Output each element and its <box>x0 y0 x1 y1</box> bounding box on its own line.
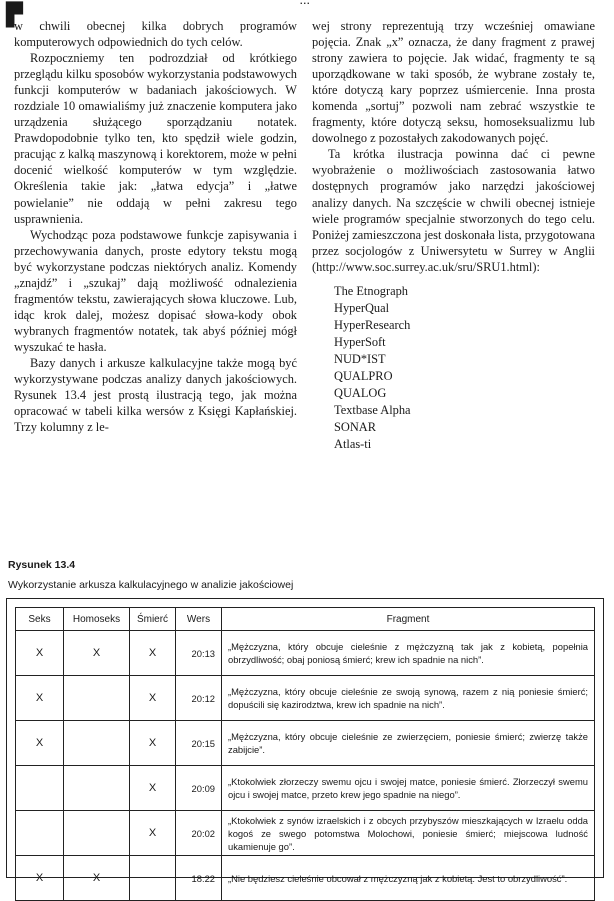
table-header-row <box>16 608 595 631</box>
cell-fragment: „Nie będziesz cieleśnie obcował z mężczyzną jak z kobietą. Jest to obrzydliwość”. <box>222 856 595 901</box>
table-row <box>16 766 595 811</box>
cell-homoseks <box>64 811 130 856</box>
right-column <box>312 18 595 453</box>
cell-seks: X <box>16 721 64 766</box>
cell-homoseks: X <box>64 631 130 676</box>
software-item: Textbase Alpha <box>334 402 411 417</box>
column-header-homoseks: Homoseks <box>64 608 130 631</box>
table-row <box>16 721 595 766</box>
cell-smierc: X <box>130 721 176 766</box>
cell-seks: X <box>16 856 64 901</box>
figure-frame <box>6 598 604 884</box>
software-item: NUD*IST <box>334 351 386 366</box>
software-item: QUALPRO <box>334 368 393 383</box>
cell-wers: 20:12 <box>176 676 222 721</box>
cell-seks <box>16 811 64 856</box>
software-list <box>334 283 595 453</box>
software-item: HyperSoft <box>334 334 386 349</box>
cell-fragment: „Ktokolwiek złorzeczy swemu ojcu i swojej matce, poniesie śmierć. Złorzeczył swemu ojcu i swojej matce, przeto krew jego spadnie na niego”. <box>222 766 595 811</box>
column-header-smierc: Śmierć <box>130 608 176 631</box>
cell-smierc <box>130 856 176 901</box>
figure-caption: Wykorzystanie arkusza kalkulacyjnego w analizie jakościowej <box>8 579 294 591</box>
column-header-wers: Wers <box>176 608 222 631</box>
software-item: HyperResearch <box>334 317 411 332</box>
cell-homoseks <box>64 766 130 811</box>
column-header-fragment: Fragment <box>222 608 595 631</box>
table-row <box>16 856 595 901</box>
cell-fragment: „Ktokolwiek z synów izraelskich i z obcych przybyszów mieszkających w Izraelu odda kogoś ze swego potomstwa Molochowi, poniesie śmierć; miejscowa ludność ukamienuje go”. <box>222 811 595 856</box>
paragraph: Bazy danych i arkusze kalkulacyjne także mogą być wykorzystywane podczas analizy danych jakościowych. Rysunek 13.4 jest prostą ilustracją tego, jak można opracować w tabeli kilka wersów z Księgi Kapłańskiej. Trzy kolumny z le- <box>14 355 297 435</box>
cell-fragment: „Mężczyzna, który obcuje cieleśnie ze swoją synową, razem z nią poniesie śmierć; dopuścili się kazirodztwa, krew ich spadnie na nich”. <box>222 676 595 721</box>
cell-wers: 18:22 <box>176 856 222 901</box>
cell-smierc: X <box>130 811 176 856</box>
cell-wers: 20:15 <box>176 721 222 766</box>
cell-smierc: X <box>130 676 176 721</box>
cell-fragment: „Mężczyzna, który obcuje cieleśnie ze zwierzęciem, poniesie śmierć; zwierzę także zabijcie”. <box>222 721 595 766</box>
cell-wers: 20:02 <box>176 811 222 856</box>
software-item: QUALOG <box>334 385 387 400</box>
cell-seks: X <box>16 676 64 721</box>
table-row <box>16 811 595 856</box>
paragraph: wej strony reprezentują trzy wcześniej omawiane pojęcia. Znak „x” oznacza, że dany fragment z prawej strony zawiera to pojęcie. Jak widać, fragmenty te są uporządkowane w taki sposób, że wybrane zostały te, które dotyczą kary poprzez uśmiercenie. Inna prosta komenda „sortuj” pozwoli nam zebrać wszystkie te fragmenty, które dotyczą seksu, homoseksualizmu lub dowolnego z pozostałych zakodowanych pojęć. <box>312 19 595 146</box>
cell-homoseks: X <box>64 856 130 901</box>
cell-wers: 20:13 <box>176 631 222 676</box>
paragraph: Rozpoczniemy ten podrozdział od krótkiego przeglądu kilku sposobów wykorzystania podstawowych funkcji komputerów w badaniach jakościowych. W rozdziale 10 omawialiśmy już znaczenie komputera jako urządzenia służącego sporządzaniu notatek. Prawdopodobnie tylko ten, kto spędził wiele godzin, pracując z kalką maszynową i korektorem, może w pełni docenić wielkość komputerów w tym względzie. Określenia takie jak: „łatwa edycja” i „łatwe powielanie” nie oddają w pełni zakresu tego usprawnienia. <box>14 51 297 226</box>
software-item: SONAR <box>334 419 376 434</box>
paragraph: w chwili obecnej kilka dobrych programów komputerowych odpowiednich do tych celów. <box>14 19 297 50</box>
paragraph: Ta krótka ilustracja powinna dać ci pewne wyobrażenie o możliwościach zastosowania łatwo dostępnych programów jako narzędzi jakościowej analizy danych. Na szczęście w chwili obecnej istnieje wiele programów specjalnie stworzonych do tego celu. Poniżej zamieszczona jest doskonała lista, przygotowana przez socjologów z Uniwersytetu w Surrey w Anglii (http://www.soc.surrey.ac.uk/sru/SRU1.html): <box>312 147 595 274</box>
software-item: HyperQual <box>334 300 390 315</box>
cell-smierc: X <box>130 631 176 676</box>
cell-seks: X <box>16 631 64 676</box>
software-item: Atlas-ti <box>334 436 372 451</box>
table-row <box>16 676 595 721</box>
column-header-seks: Seks <box>16 608 64 631</box>
cell-wers: 20:09 <box>176 766 222 811</box>
cell-seks <box>16 766 64 811</box>
spreadsheet-table <box>15 607 595 901</box>
table-row <box>16 631 595 676</box>
left-column <box>14 18 297 435</box>
cell-homoseks <box>64 676 130 721</box>
corner-mark: ▛ <box>6 2 23 27</box>
running-header: ... <box>300 0 311 6</box>
software-item: The Etnograph <box>334 283 408 298</box>
paragraph: Wychodząc poza podstawowe funkcje zapisywania i przechowywania danych, proste edytory tekstu mogą być wykorzystane podczas niektórych analiz. Komendy „znajdź” i „szukaj” dają możliwość odnalezienia fragmentów tekstu, zawierających słowa kluczowe. Lub, idąc krok dalej, możesz dopisać słowa-kody obok wybranych fragmentów notatek, tak abyś później mógł wyszukać te hasła. <box>14 227 297 354</box>
cell-homoseks <box>64 721 130 766</box>
cell-fragment: „Mężczyzna, który obcuje cieleśnie z mężczyzną tak jak z kobietą, popełnia obrzydliwość; obaj poniosą śmierć; krew ich spadnie na nich”. <box>222 631 595 676</box>
cell-smierc: X <box>130 766 176 811</box>
figure-label: Rysunek 13.4 <box>8 559 76 571</box>
